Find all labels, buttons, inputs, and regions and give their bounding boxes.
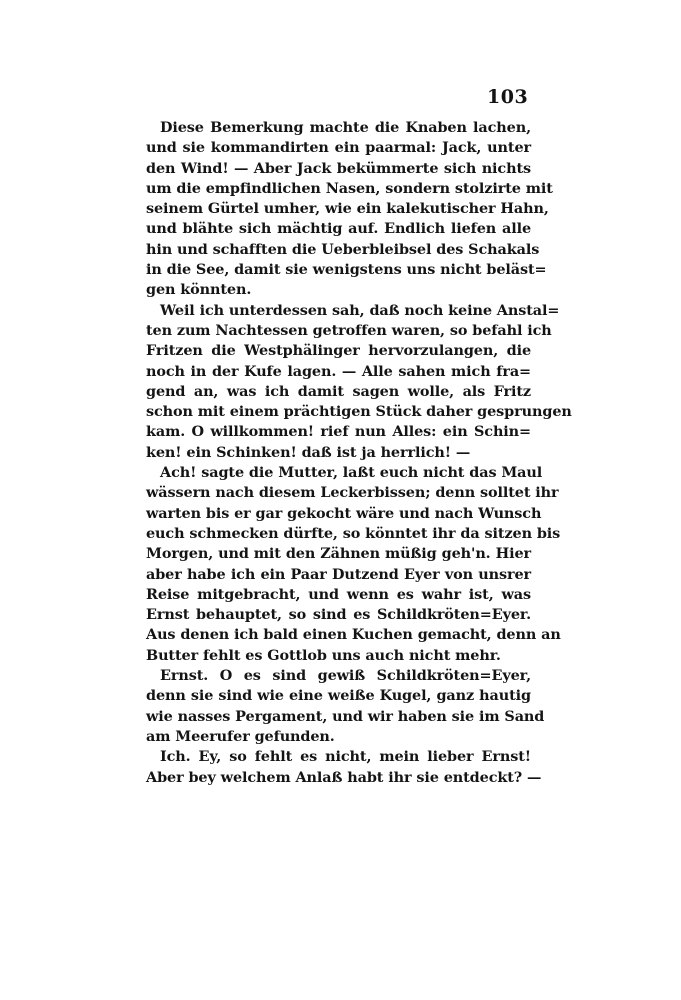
- text-line: Aber bey welchem Anlaß habt ihr sie entdeckt? —: [146, 768, 542, 786]
- text-line: gen könnten.: [146, 281, 252, 299]
- text-line: Butter fehlt es Gottlob uns auch nicht mehr.: [146, 646, 501, 664]
- text-line: Ernst. O es sind gewiß Schildkröten=Eyer,: [160, 667, 531, 685]
- text-line: euch schmecken dürfte, so könntet ihr da sitzen bis: [146, 524, 561, 542]
- text-line: Aus denen ich bald einen Kuchen gemacht, denn an: [146, 626, 561, 644]
- body-text: [146, 118, 572, 788]
- paragraph-4: [146, 666, 545, 747]
- text-line: in die See, damit sie wenigstens uns nicht beläst=: [146, 261, 547, 279]
- text-line: um die empfindlichen Nasen, sondern stolzirte mit: [146, 179, 553, 197]
- paragraph-3: [146, 463, 561, 666]
- text-line: Fritzen die Westphälinger hervorzulangen, die: [146, 342, 531, 360]
- paragraph-5: [146, 747, 542, 788]
- text-line: schon mit einem prächtigen Stück daher gesprungen: [146, 403, 572, 421]
- text-line: gend an, was ich damit sagen wolle, als Fritz: [146, 382, 531, 400]
- paragraph-1: [146, 118, 553, 301]
- text-line: Weil ich unterdessen sah, daß noch keine Anstal=: [160, 301, 560, 319]
- text-line: Reise mitgebracht, und wenn es wahr ist, was: [146, 585, 531, 603]
- text-line: ten zum Nachtessen getroffen waren, so befahl ich: [146, 321, 552, 339]
- text-line: aber habe ich ein Paar Dutzend Eyer von unsrer: [146, 565, 531, 583]
- text-line: wie nasses Pergament, und wir haben sie im Sand: [146, 707, 545, 725]
- text-line: am Meerufer gefunden.: [146, 727, 335, 745]
- text-line: den Wind! — Aber Jack bekümmerte sich nichts: [146, 159, 531, 177]
- text-line: warten bis er gar gekocht wäre und nach Wunsch: [146, 504, 542, 522]
- text-line: und sie kommandirten ein paarmal: Jack, unter: [146, 139, 531, 157]
- text-line: noch in der Kufe lagen. — Alle sahen mich fra=: [146, 362, 531, 380]
- paragraph-2: [146, 301, 572, 463]
- text-line: seinem Gürtel umher, wie ein kalekutischer Hahn,: [146, 200, 549, 218]
- page-number: 103: [487, 86, 529, 108]
- text-line: ken! ein Schinken! daß ist ja herrlich! —: [146, 443, 471, 461]
- text-line: Morgen, und mit den Zähnen müßig geh'n. Hier: [146, 545, 531, 563]
- text-line: hin und schafften die Ueberbleibsel des Schakals: [146, 240, 540, 258]
- text-line: denn sie sind wie eine weiße Kugel, ganz hautig: [146, 687, 531, 705]
- text-line: wässern nach diesem Leckerbissen; denn solltet ihr: [146, 484, 559, 502]
- text-line: Ach! sagte die Mutter, laßt euch nicht das Maul: [160, 464, 543, 482]
- text-line: kam. O willkommen! rief nun Alles: ein Schin=: [146, 423, 531, 441]
- text-line: Ich. Ey, so fehlt es nicht, mein lieber Ernst!: [160, 748, 531, 766]
- text-line: Diese Bemerkung machte die Knaben lachen,: [160, 119, 531, 136]
- text-line: Ernst behauptet, so sind es Schildkröten=Eyer.: [146, 606, 531, 624]
- text-line: und blähte sich mächtig auf. Endlich liefen alle: [146, 220, 531, 238]
